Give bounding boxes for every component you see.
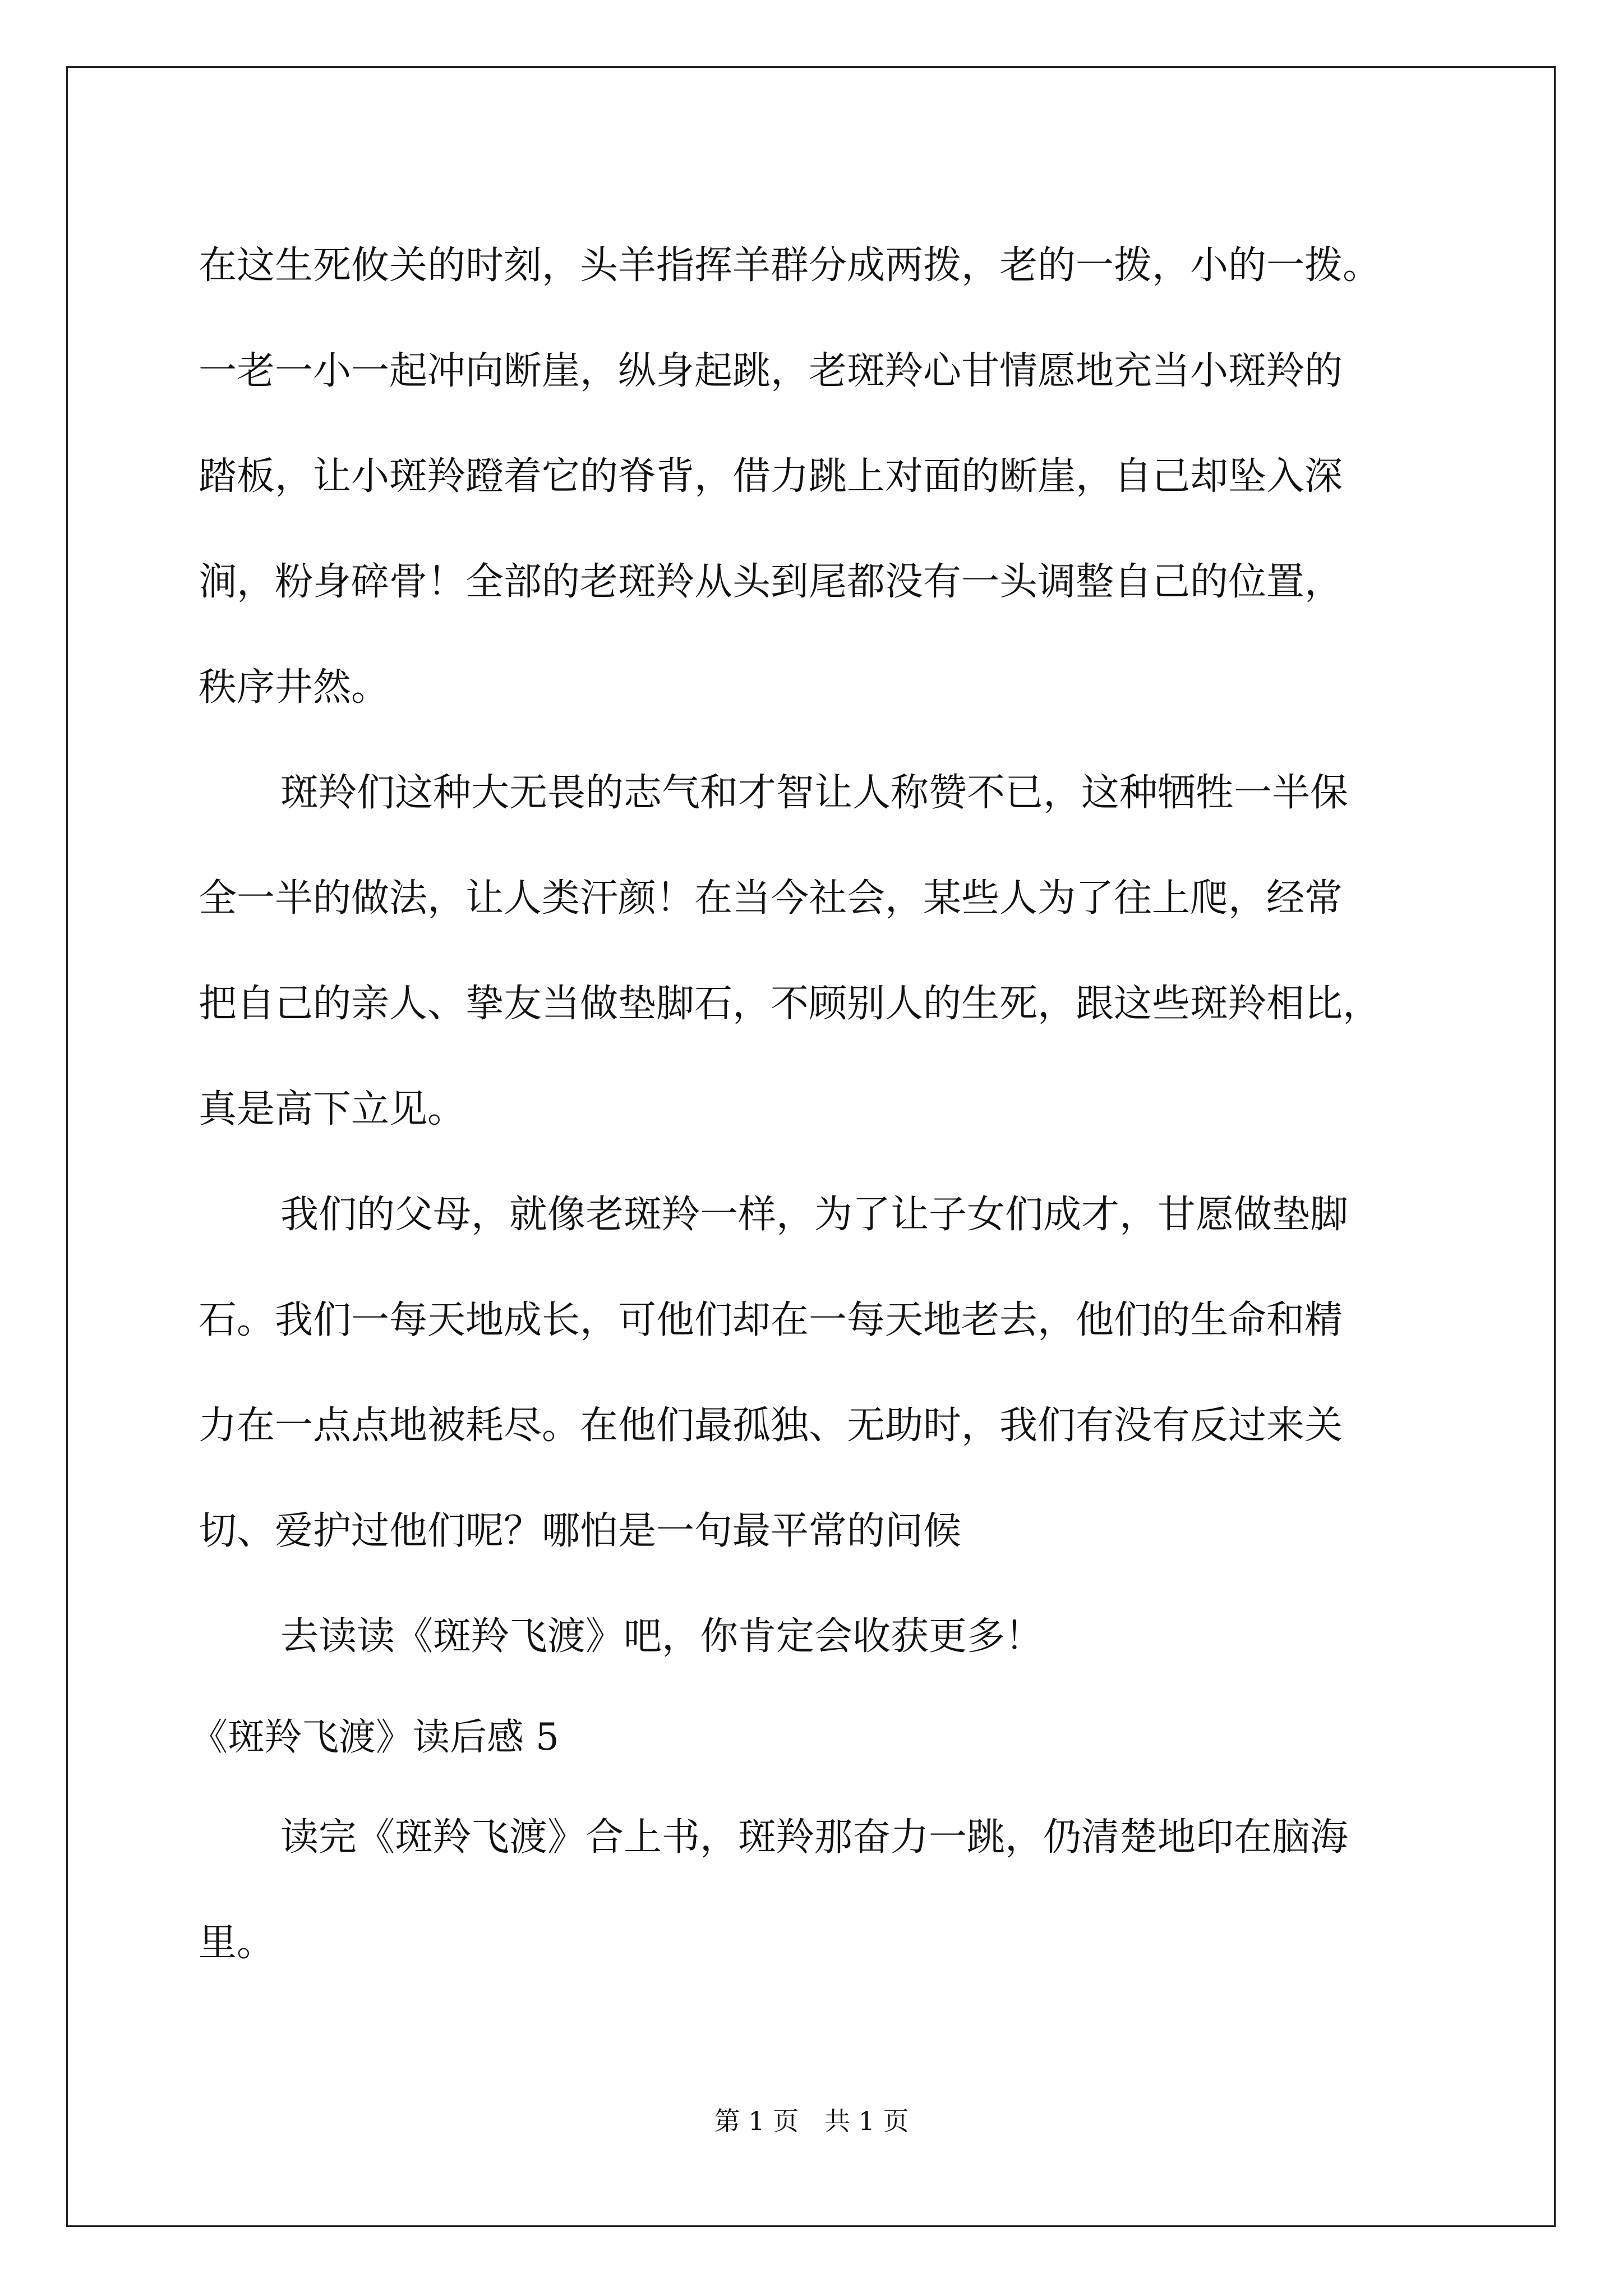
paragraph xyxy=(199,1785,1432,1996)
text-line: 踏板，让小斑羚蹬着它的脊背，借力跳上对面的断崖，自己却坠入深 xyxy=(199,454,1343,499)
document-body xyxy=(191,213,1432,1996)
text-line: 真是高下立见。 xyxy=(199,1087,466,1131)
text-line: 去读读《斑羚飞渡》吧，你肯定会收获更多！ xyxy=(280,1614,1044,1659)
paragraph xyxy=(199,1584,1432,1690)
text-line: 全一半的做法，让人类汗颜！在当今社会，某些人为了往上爬，经常 xyxy=(199,876,1343,921)
text-line: 秩序井然。 xyxy=(199,665,390,710)
text-line: 切、爱护过他们呢？哪怕是一句最平常的问候 xyxy=(199,1509,962,1553)
text-line: 石。我们一每天地成长，可他们却在一每天地老去，他们的生命和精 xyxy=(199,1298,1343,1342)
text-line: 斑羚们这种大无畏的志气和才智让人称赞不已，这种牺牲一半保 xyxy=(280,771,1349,815)
section-heading: 《斑羚飞渡》读后感 5 xyxy=(191,1715,559,1759)
text-line: 把自己的亲人、挚友当做垫脚石，不顾别人的生死，跟这些斑羚相比， xyxy=(199,982,1381,1026)
text-line: 里。 xyxy=(199,1921,275,1965)
paragraph xyxy=(199,213,1432,740)
text-line: 在这生死攸关的时刻，头羊指挥羊群分成两拨，老的一拨，小的一拨。 xyxy=(199,243,1381,288)
text-line: 涧，粉身碎骨！全部的老斑羚从头到尾都没有一头调整自己的位置， xyxy=(199,560,1343,604)
page-number-footer: 第 1 页 共 1 页 xyxy=(714,2106,909,2136)
text-line: 一老一小一起冲向断崖，纵身起跳，老斑羚心甘情愿地充当小斑羚的 xyxy=(199,349,1343,393)
text-line: 力在一点点地被耗尽。在他们最孤独、无助时，我们有没有反过来关 xyxy=(199,1404,1343,1448)
paragraph xyxy=(199,1162,1432,1584)
text-line: 我们的父母，就像老斑羚一样，为了让子女们成才，甘愿做垫脚 xyxy=(280,1193,1349,1237)
text-line: 读完《斑羚飞渡》合上书，斑羚那奋力一跳，仍清楚地印在脑海 xyxy=(280,1815,1349,1860)
paragraph xyxy=(199,740,1432,1162)
